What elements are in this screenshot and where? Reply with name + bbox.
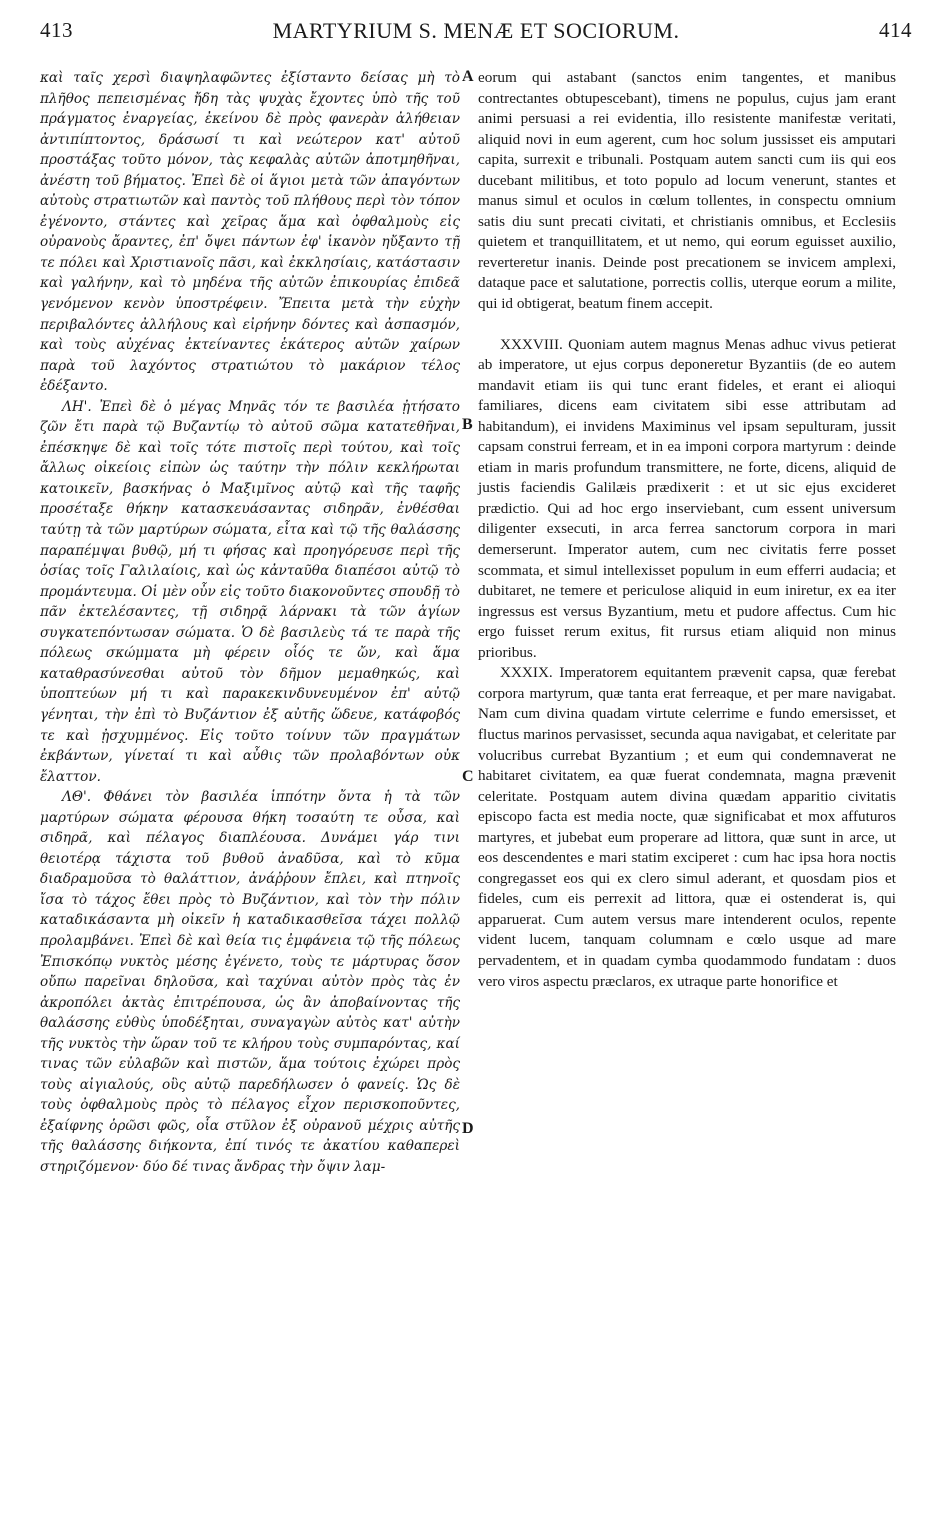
- running-title: MARTYRIUM S. MENÆ ET SOCIORUM.: [272, 18, 680, 43]
- greek-paragraph-3: ΛΘ'. Φθάνει τὸν βασιλέα ἱππότην ὄντα ἡ τὰ τῶν μαρτύρων σώματα φέρουσα θήκη τοσαύτη τε οὖσα, καὶ σιδηρᾶ, καὶ πέλαγος διαπλέουσα. Δυνάμει γάρ τινι θειοτέρᾳ τάχιστα τοῦ βυθοῦ ἀναδῦσα, καὶ τὸ κῦμα διαδραμοῦσα τὸ θαλάττιον, ἀνάῤῥουν ἔπλει, καὶ πτηνοῖς ἴσα τὸ τάχος ἔθει πρὸς τὸ Βυζάντιον, καὶ τὸν τὴν πόλιν καταδικάσαντα μὴ οἰκεῖν ἡ καταδικασθεῖσα τάχει πολλῷ προλαμβάνει. Ἐπεὶ δὲ καὶ θεία τις ἐμφάνεια τῷ τῆς πόλεως Ἐπισκόπῳ νυκτὸς μέσης ἐγένετο, τοὺς τε μάρτυρας ὅσον οὔπω παρεῖναι δηλοῦσα, καὶ ταχύναι αὐτὸν πρὸς τὰς ἐν ἀκροπόλει ἀκτὰς ἐπιτρέπουσα, ὡς ἂν ἀποβαίνοντας τῆς θαλάσσης εὐθὺς ὑποδέξηται, συναγαγὼν αὐτὸς κατ' αὐτὴν τῆς νυκτὸς τὴν ὥραν τοῦ τε κλήρου τοὺς συμπαρόντας, καί τινας τῶν εὐλαβῶν καὶ πιστῶν, ἅμα τούτοις ἐχώρει πρὸς τοὺς αἰγιαλούς, οὓς αὐτῷ παρεδήλωσεν ὁ φανείς. Ὡς δὲ τοὺς ὀφθαλμοὺς πρὸς τὸ πέλαγος εἶχον περισκοποῦντες, ἐξαίφνης ὁρῶσι φῶς, οἷα στῦλον ἐξ οὐρανοῦ μέχρις αὐτῆς τῆς θαλάσσης διήκοντα, ἐπί τινός τε ἀκατίου καθαπερεὶ στηριζόμενον· δύο δέ τινας ἄνδρας τὴν ὄψιν λαμ-: [40, 789, 460, 1175]
- latin-paragraph-3: XXXIX. Imperatorem equitantem prævenit capsa, quæ ferebat corpora martyrum, quæ tanta erat ferreaque, et per mare navigabat. Nam cum divina quadam virtute celerrime e fundo emersisset, et fluctus marinos pervasisset, secunda aqua navigabat, et celeritate par volucribus currebat Byzantium ; et eum qui condemnaverat ne habitaret civitatem, ea quæ fuerat condemnata, magna prævenit celeritate. Postquam autem divina quædam apparitio civitatis episcopo facta est media nocte, quæ significabat et mox affuturos martyres, et jubebat eum properare ad littora, quæ sunt in arce, ut eos descendentes e mari statim exciperet : cum hac ipsa hora noctis congregasset eos qui ex clero simul aderant, et quosdam pios et fideles, cum eis perrexit ad littora, quæ ei ostenderat is, qui apparuerat. Cum autem versus mare intenderent oculos, repente vident lucem, tanquam columnam e cœlo usque ad mare pervadentem, et in quadam cymba quodammodo fundatam : duos vero viros aspectu præclaros, ex utraque parte honorifice et: [478, 664, 896, 990]
- page-number-right: 414: [879, 18, 912, 42]
- latin-column: [478, 68, 896, 992]
- latin-paragraph-1: eorum qui astabant (sanctos enim tangentes, et manibus contrectantes obtupescebant), timens ne populus, cujus jam erant animi persuasi a rei evidentia, illo resistente manifestæ veritati, aliquid novi in eum agerent, cum hoc solum jussisset eis amputari capita, surrexit e tribunali. Postquam autem sancti cum iis qui eos ducebant militibus, et toto populo ad locum venerunt, stantes et manus simul et oculos in cœlum tollentes, in conspectu omnium satis diu sunt precati civitati, et christianis omnibus, et Ecclesiis quietem et tranquillitatem, et ut nemo, qui eorum eguisset auxilio, reverteretur inanis. Deinde post precationem se invicem amplexi, dataque pace et salutatione, porrectis collis, uterque eorum a milite, qui id obtigerat, beatum finem accepit.: [478, 69, 896, 313]
- margin-marker-d: D: [462, 1120, 474, 1137]
- page-number-left: 413: [40, 18, 73, 42]
- greek-paragraph-1: καὶ ταῖς χερσὶ διαψηλαφῶντες ἐξίσταντο δείσας μὴ τὸ πλῆθος πεπεισμένας ἤδη τὰς ψυχὰς ἔχοντες ὑπὸ τῆς τοῦ πράγματος ἐναργείας, ἐκείνου δὲ πρὸς φανερὰν ἀλήθειαν ἀντιπίπτοντος, δράσωσί τι καὶ νεώτερον κατ' αὐτοῦ προστάξας τοῦτο μόνον, τὰς κεφαλὰς αὐτῶν ἀποτμηθῆναι, ἀνέστη τοῦ βήματος. Ἐπεὶ δὲ οἱ ἅγιοι μετὰ τῶν ἀπαγόντων αὐτοὺς στρατιωτῶν καὶ παντὸς τοῦ πλήθους περὶ τὸν τόπον ἐγένοντο, στάντες καὶ χεῖρας ἅμα καὶ ὀφθαλμοὺς εἰς οὐρανοὺς ἄραντες, ἐπ' ὄψει πάντων ἐφ' ἱκανὸν ηὔξαντο τῇ τε πόλει καὶ Χριστιανοῖς πᾶσι, καὶ ἐκκλησίαις, κατάστασιν καὶ γαλήνην, καὶ τὸ μηδένα τῆς αὐτῶν ἐπικουρίας ἐπιδεᾶ γενόμενον κενὸν ὑποστρέφειν. Ἔπειτα μετὰ τὴν εὐχὴν περιβαλόντες ἀλλήλους καὶ εἰρήνην δόντες καὶ ἀσπασμόν, καὶ τοὺς αὐχένας ἐκτείναντες ἑκάτερος αὐτῶν χαίρων παρὰ τοῦ λαχόντος στρατιώτου τὸ μακάριον τέλος ἐδέξαντο.: [40, 70, 460, 395]
- page-header: [40, 14, 912, 54]
- margin-marker-a: A: [462, 68, 474, 85]
- margin-marker-c: C: [462, 768, 474, 785]
- greek-paragraph-2: ΛΗ'. Ἐπεὶ δὲ ὁ μέγας Μηνᾶς τόν τε βασιλέα ᾐτήσατο ζῶν ἔτι παρὰ τῷ Βυζαντίῳ τὸ αὐτοῦ σῶμα κατατεθῆναι, ἐπέσκηψε δὲ καὶ τοῖς τότε πιστοῖς περὶ τούτου, καὶ τοῖς ἄλλως οἰκείοις εἰπὼν ὡς ταύτην τὴν πόλιν κεκλήρωται κατοικεῖν, βασκήνας ὁ Μαξιμῖνος αὐτῷ καὶ τῆς ταφῆς προσέταξε θήκην κατασκευάσαντας σιδηρᾶν, ἐνθέσθαι ταύτῃ τὰ τῶν μαρτύρων σώματα, εἶτα καὶ τῷ τῆς θαλάσσης παραπέμψαι βυθῷ, μή τι φήσας καὶ προηγόρευσε περὶ τῆς ὁσίας τοῖς Γαλιλαίοις, καὶ ὡς κἀνταῦθα διαπέσοι αὐτῷ τὸ προμάντευμα. Οἱ μὲν οὖν εἰς τοῦτο διακονοῦντες σπουδῇ τὸ πᾶν ἐκτελέσαντες, τῇ σιδηρᾷ λάρνακι τὰ τῶν ἁγίων συγκατεπόντωσαν σώματα. Ὁ δὲ βασιλεὺς τά τε παρὰ τῆς πόλεως σκώμματα μὴ φέρειν οἷός τε ὤν, καὶ ἅμα καταθρασύνεσθαι αὐτοῦ τὸν δῆμον μεμαθηκώς, καὶ ὑποπτεύων μή τι καὶ παρακεκινδυνευμένον ἐπ' αὐτῷ γένηται, τὴν ἐπὶ τὸ Βυζάντιον ἐξ αὐτῆς ὥδευε, κατάφοβός τε καὶ ᾐσχυμμένος. Εἰς τοῦτο τοίνυν τῶν πραγμάτων ἐκβάντων, γίνεταί τι καὶ αὖθις τῶν προλαβόντων οὐκ ἔλαττον.: [40, 398, 460, 785]
- margin-marker-b: B: [462, 416, 473, 433]
- greek-column: [40, 68, 460, 1178]
- latin-paragraph-2: XXXVIII. Quoniam autem magnus Menas adhuc vivus petierat ab imperatore, ut ejus corpus deponeretur Byzantiis (de eo autem mandavit etiam iis qui tunc erant fideles, et erant ei alioqui familiares, dicens eam civitatem sibi esse attributam ad habitandum), ei invidens Maximinus vel ipsam sepulturam, jussit capsam construi ferream, et in ea imponi corpora martyrum : deinde etiam in maris profundum transmittere, ne forte, dicens, aliquid de justis faciendis Galilæis prædixerit : et ut sic ejus excideret prædictio. Qui ad hoc ergo inserviebant, cum essent universum diligenter exsecuti, in arca ferrea sanctorum corpora in mari demerserunt. Imperator autem, cum nec civitatis ferre posset scommata, et simul intellexisset populum in eum efferri audacia; et dubitaret, ne temere et periculose aliquid in eum iniretur, ex ea iter ingressus est versus Byzantium, metu et pudore affectus. Cum hic ergo fuisset rerum exitus, fit rursus etiam aliquid non minus prioribus.: [478, 335, 896, 661]
